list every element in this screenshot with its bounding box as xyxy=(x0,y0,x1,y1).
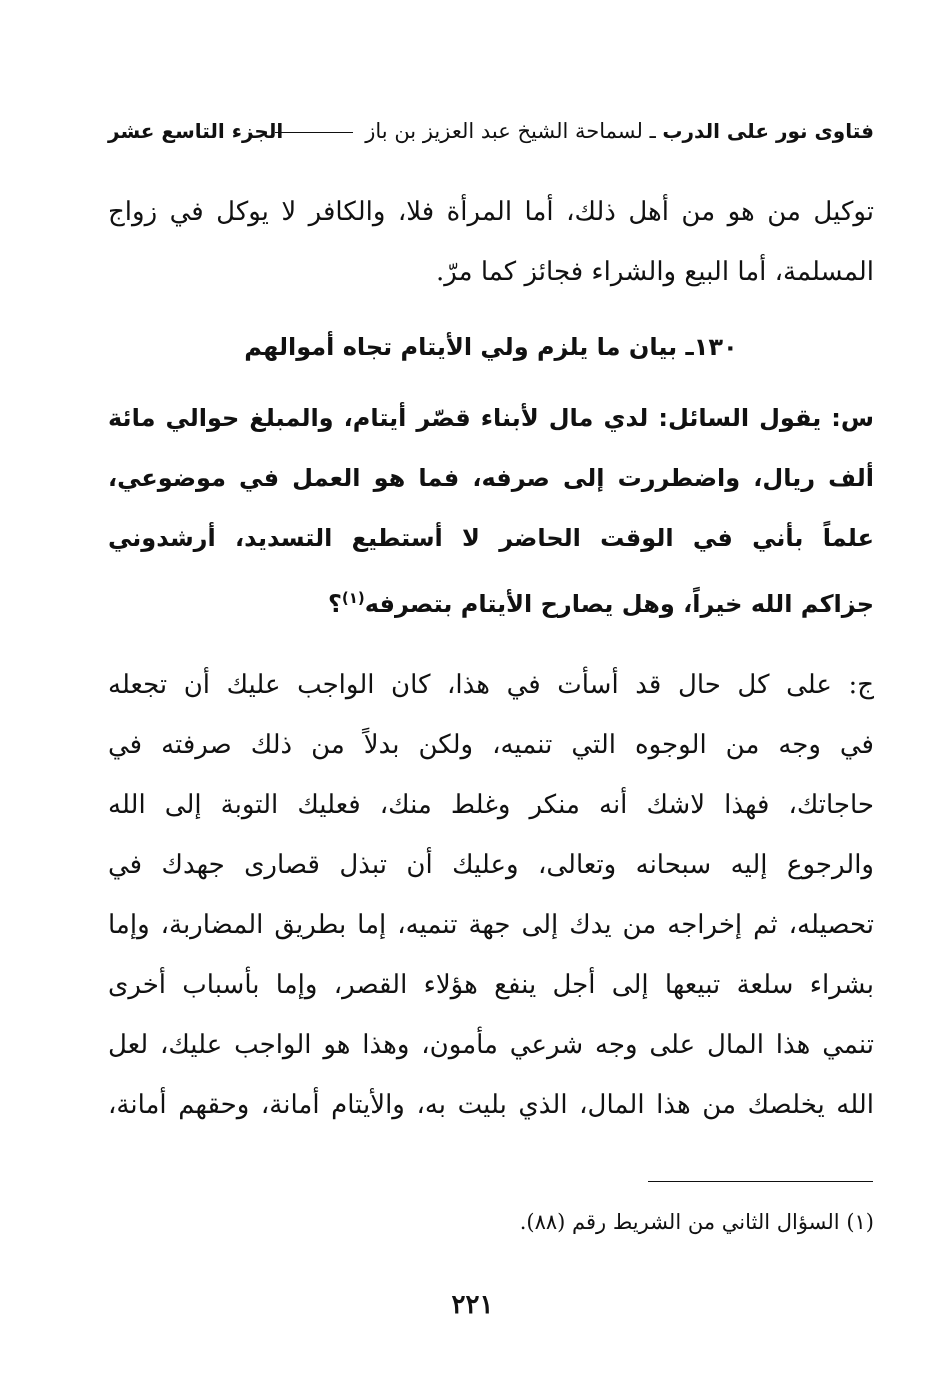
header-dash xyxy=(275,132,353,133)
footnote-marker: (١) xyxy=(341,589,365,607)
text-line: س: يقول السائل: لدي مال لأبناء قصّر أيتام، والمبلغ حوالي مائة xyxy=(108,404,874,432)
text-line: ألف ريال، واضطررت إلى صرفه، فما هو العمل في موضوعي، xyxy=(108,464,874,492)
intro-paragraph xyxy=(108,182,874,302)
running-header xyxy=(108,112,874,150)
footnote: (١) السؤال الثاني من الشريط رقم (٨٨). xyxy=(519,1210,874,1234)
page-number: ٢٢١ xyxy=(451,1290,494,1320)
text-line: والرجوع إليه سبحانه وتعالى، وعليك أن تبذل قصارى جهدك في xyxy=(108,850,874,880)
question-paragraph xyxy=(108,388,874,628)
text-line: في وجه من الوجوه التي تنميه، ولكن بدلاً من ذلك صرفته في xyxy=(108,730,874,760)
question-last-text: جزاكم الله خيراً، وهل يصارح الأيتام بتصرفه xyxy=(364,590,874,618)
text-line xyxy=(108,568,874,628)
text-line: علماً بأني في الوقت الحاضر لا أستطيع التسديد، أرشدوني xyxy=(108,524,874,552)
author-line: ـ لسماحة الشيخ عبد العزيز بن باز xyxy=(365,119,656,143)
text-line: المسلمة، أما البيع والشراء فجائز كما مرّ. xyxy=(436,257,874,287)
section-heading: ١٣٠ـ بيان ما يلزم ولي الأيتام تجاه أموالهم xyxy=(244,333,738,361)
book-title: فتاوى نور على الدرب xyxy=(662,119,874,143)
text-line: حاجاتك، فهذا لاشك أنه منكر وغلط منك، فعليك التوبة إلى الله xyxy=(108,790,874,820)
answer-paragraph xyxy=(108,655,874,1135)
text-line: توكيل من هو من أهل ذلك، أما المرأة فلا، والكافر لا يوكل في زواج xyxy=(108,197,875,227)
question-mark: ؟ xyxy=(327,590,342,618)
text-line: بشراء سلعة تبيعها إلى أجل ينفع هؤلاء القصر، وإما بأسباب أخرى xyxy=(108,970,874,1000)
footnote-divider xyxy=(648,1181,873,1182)
text-line: الله يخلصك من هذا المال، الذي بليت به، والأيتام أمانة، وحقهم أمانة، xyxy=(108,1090,874,1120)
volume-label: الجزء التاسع عشر xyxy=(108,119,284,143)
text-line: تحصيله، ثم إخراجه من يدك إلى جهة تنميه، إما بطريق المضاربة، وإما xyxy=(108,910,874,940)
text-line: تنمي هذا المال على وجه شرعي مأمون، وهذا هو الواجب عليك، لعل xyxy=(108,1030,874,1060)
text-line: ج: على كل حال قد أسأت في هذا، كان الواجب عليك أن تجعله xyxy=(108,670,874,700)
